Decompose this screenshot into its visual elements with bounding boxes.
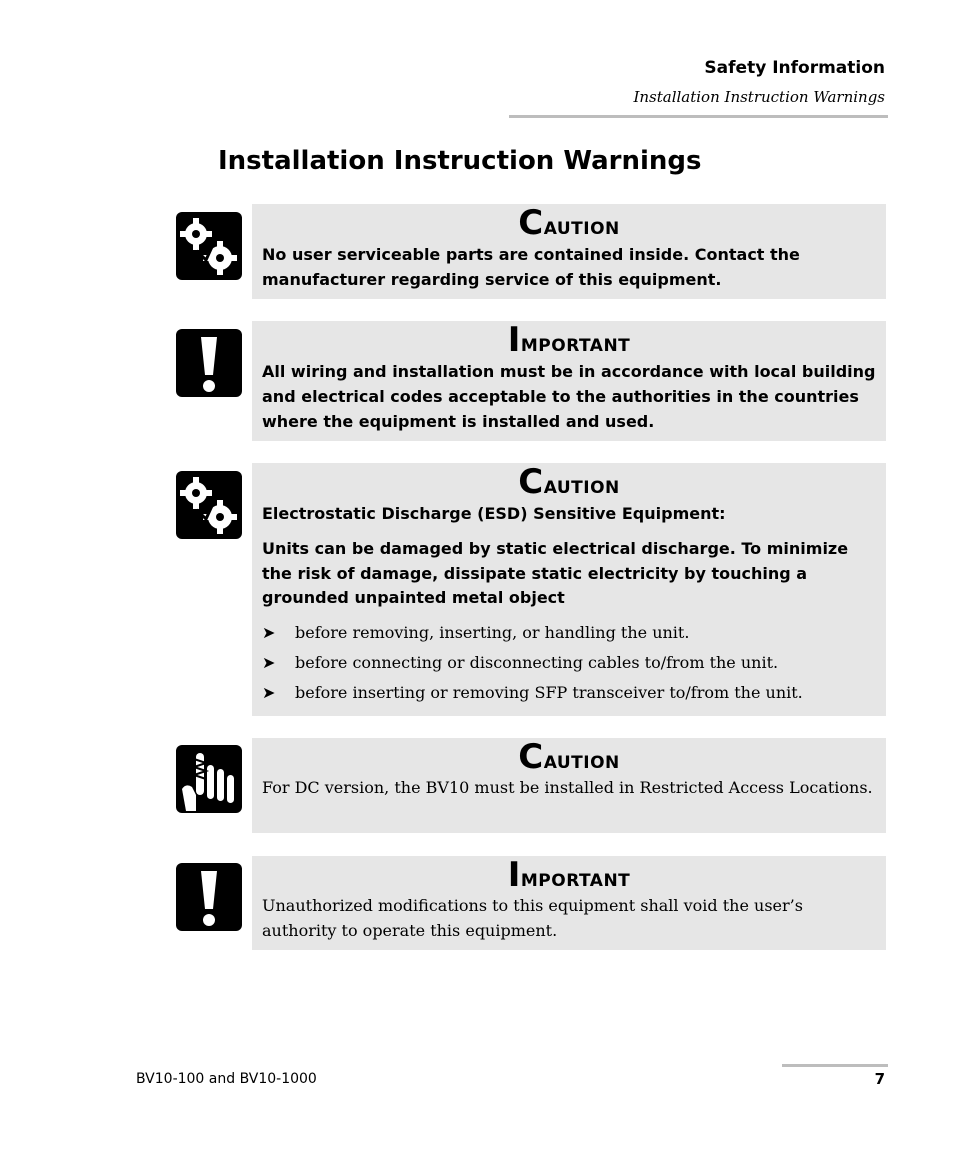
page-title: Installation Instruction Warnings bbox=[218, 146, 702, 176]
footer-divider bbox=[782, 1064, 888, 1067]
notice-text: No user serviceable parts are contained inside. Contact the manufacturer regarding service of this equipment. bbox=[262, 245, 800, 289]
page-number: 7 bbox=[874, 1070, 885, 1088]
notice-title: Important bbox=[507, 320, 631, 360]
important-notice-2 bbox=[252, 856, 886, 950]
header-divider bbox=[509, 115, 888, 118]
notice-title: Caution bbox=[518, 737, 620, 777]
arrow-bullet-icon: ➤ bbox=[262, 652, 276, 672]
arrow-bullet-icon: ➤ bbox=[262, 622, 276, 642]
notice-text: Unauthorized modifications to this equipment shall void the user’s authority to operate this equipment. bbox=[262, 896, 803, 940]
running-header-subsection: Installation Instruction Warnings bbox=[633, 88, 885, 106]
arrow-bullet-icon: ➤ bbox=[262, 682, 276, 702]
gear-caution-icon bbox=[176, 471, 242, 539]
notice-text: All wiring and installation must be in accordance with local building and electrical codes acceptable to the authorities in the countries where the equipment is installed and used. bbox=[262, 362, 876, 431]
running-header-section: Safety Information bbox=[704, 58, 885, 78]
notice-text: For DC version, the BV10 must be installed in Restricted Access Locations. bbox=[262, 778, 873, 797]
caution-notice-1 bbox=[252, 204, 886, 299]
exclamation-important-icon bbox=[176, 329, 242, 397]
notice-title: Caution bbox=[518, 203, 620, 243]
notice-title: Important bbox=[507, 855, 631, 895]
list-item: ➤ before connecting or disconnecting cables to/from the unit. bbox=[262, 648, 876, 678]
notice-title: Caution bbox=[518, 462, 620, 502]
exclamation-important-icon bbox=[176, 863, 242, 931]
gear-caution-icon bbox=[176, 212, 242, 280]
notice-intro: Electrostatic Discharge (ESD) Sensitive Equipment: bbox=[262, 504, 726, 523]
notice-text: Units can be damaged by static electrical discharge. To minimize the risk of damage, dissipate static electricity by touching a grounded unpainted metal object bbox=[262, 539, 849, 607]
list-item: ➤ before inserting or removing SFP transceiver to/from the unit. bbox=[262, 678, 876, 708]
footer-product: BV10-100 and BV10-1000 bbox=[136, 1071, 317, 1087]
important-notice-1 bbox=[252, 321, 886, 441]
list-item: ➤ before removing, inserting, or handling the unit. bbox=[262, 618, 876, 648]
caution-notice-dc bbox=[252, 738, 886, 833]
electric-hand-caution-icon bbox=[176, 745, 242, 813]
bullet-list bbox=[262, 618, 876, 708]
caution-notice-esd bbox=[252, 463, 886, 716]
